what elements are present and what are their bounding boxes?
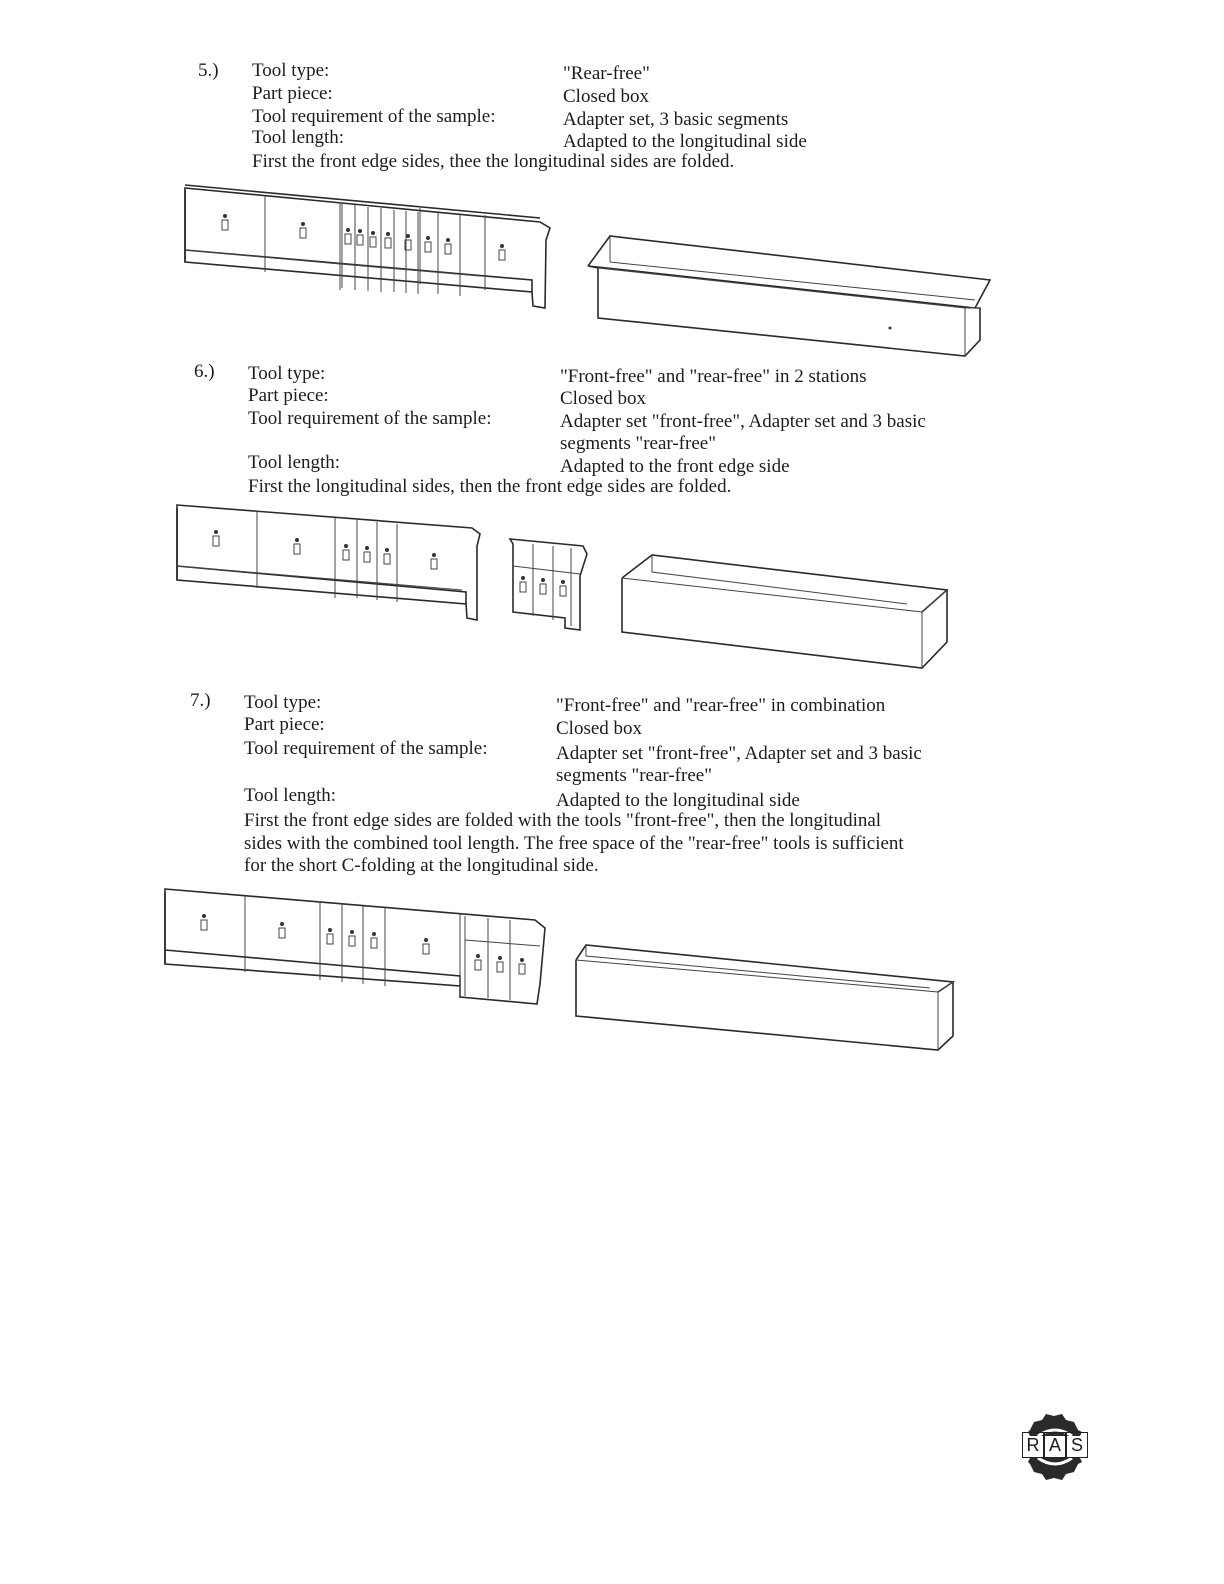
- tool-requirement-label: Tool requirement of the sample:: [244, 738, 488, 759]
- part-piece-label: Part piece:: [248, 385, 329, 406]
- folding-note-line: First the front edge sides are folded with the tools "front-free", then the longitudinal: [244, 810, 882, 831]
- tool-requirement-value: Adapter set "front-free", Adapter set and 3 basic: [560, 411, 926, 432]
- screw-icon: [222, 214, 505, 260]
- tool-drawing-front-free: [505, 534, 595, 634]
- tool-type-value: "Front-free" and "rear-free" in combination: [556, 695, 886, 716]
- folding-note-line: sides with the combined tool length. The free space of the "rear-free" tools is sufficient: [244, 833, 904, 854]
- tool-requirement-value: Adapter set "front-free", Adapter set and 3 basic: [556, 743, 922, 764]
- logo-letter: R: [1022, 1432, 1044, 1458]
- tool-length-label: Tool length:: [244, 785, 337, 806]
- part-piece-label: Part piece:: [252, 83, 333, 104]
- screw-icon: [520, 576, 566, 596]
- logo-letters: [1022, 1430, 1088, 1460]
- screw-icon: [213, 530, 437, 569]
- tool-requirement-value-cont: segments "rear-free": [556, 765, 712, 786]
- tool-drawing-combined: [160, 884, 560, 1014]
- tool-type-label: Tool type:: [248, 363, 326, 384]
- tool-requirement-value-cont: segments "rear-free": [560, 433, 716, 454]
- tool-requirement-label: Tool requirement of the sample:: [252, 106, 496, 127]
- tool-length-value: Adapted to the longitudinal side: [556, 790, 800, 811]
- box-drawing-7: [568, 940, 963, 1055]
- tool-requirement-value: Adapter set, 3 basic segments: [563, 109, 789, 130]
- tool-length-label: Tool length:: [252, 127, 345, 148]
- logo-letter: S: [1066, 1432, 1088, 1458]
- box-drawing-5: [580, 228, 1000, 358]
- tool-length-value: Adapted to the longitudinal side: [563, 131, 807, 152]
- tool-length-label: Tool length:: [248, 452, 341, 473]
- tool-type-value: "Rear-free": [563, 63, 650, 84]
- part-piece-value: Closed box: [560, 388, 647, 409]
- part-piece-label: Part piece:: [244, 714, 325, 735]
- section-number: 7.): [190, 690, 211, 711]
- box-drawing-6: [612, 550, 957, 675]
- tool-type-label: Tool type:: [252, 60, 330, 81]
- folding-note-line: First the longitudinal sides, then the front edge sides are folded.: [248, 476, 732, 497]
- tool-requirement-label: Tool requirement of the sample:: [248, 408, 492, 429]
- logo-letter: A: [1044, 1432, 1066, 1458]
- tool-drawing-rear-free: [172, 500, 492, 630]
- section-number: 5.): [198, 60, 219, 81]
- part-piece-value: Closed box: [563, 86, 650, 107]
- tool-length-value: Adapted to the front edge side: [560, 456, 790, 477]
- tool-type-label: Tool type:: [244, 692, 322, 713]
- tool-drawing-rear-free: [180, 180, 570, 310]
- tool-type-value: "Front-free" and "rear-free" in 2 stations: [560, 366, 867, 387]
- section-number: 6.): [194, 361, 215, 382]
- folding-note-line: for the short C-folding at the longitudinal side.: [244, 855, 599, 876]
- folding-note-line: First the front edge sides, thee the longitudinal sides are folded.: [252, 151, 735, 172]
- part-piece-value: Closed box: [556, 718, 643, 739]
